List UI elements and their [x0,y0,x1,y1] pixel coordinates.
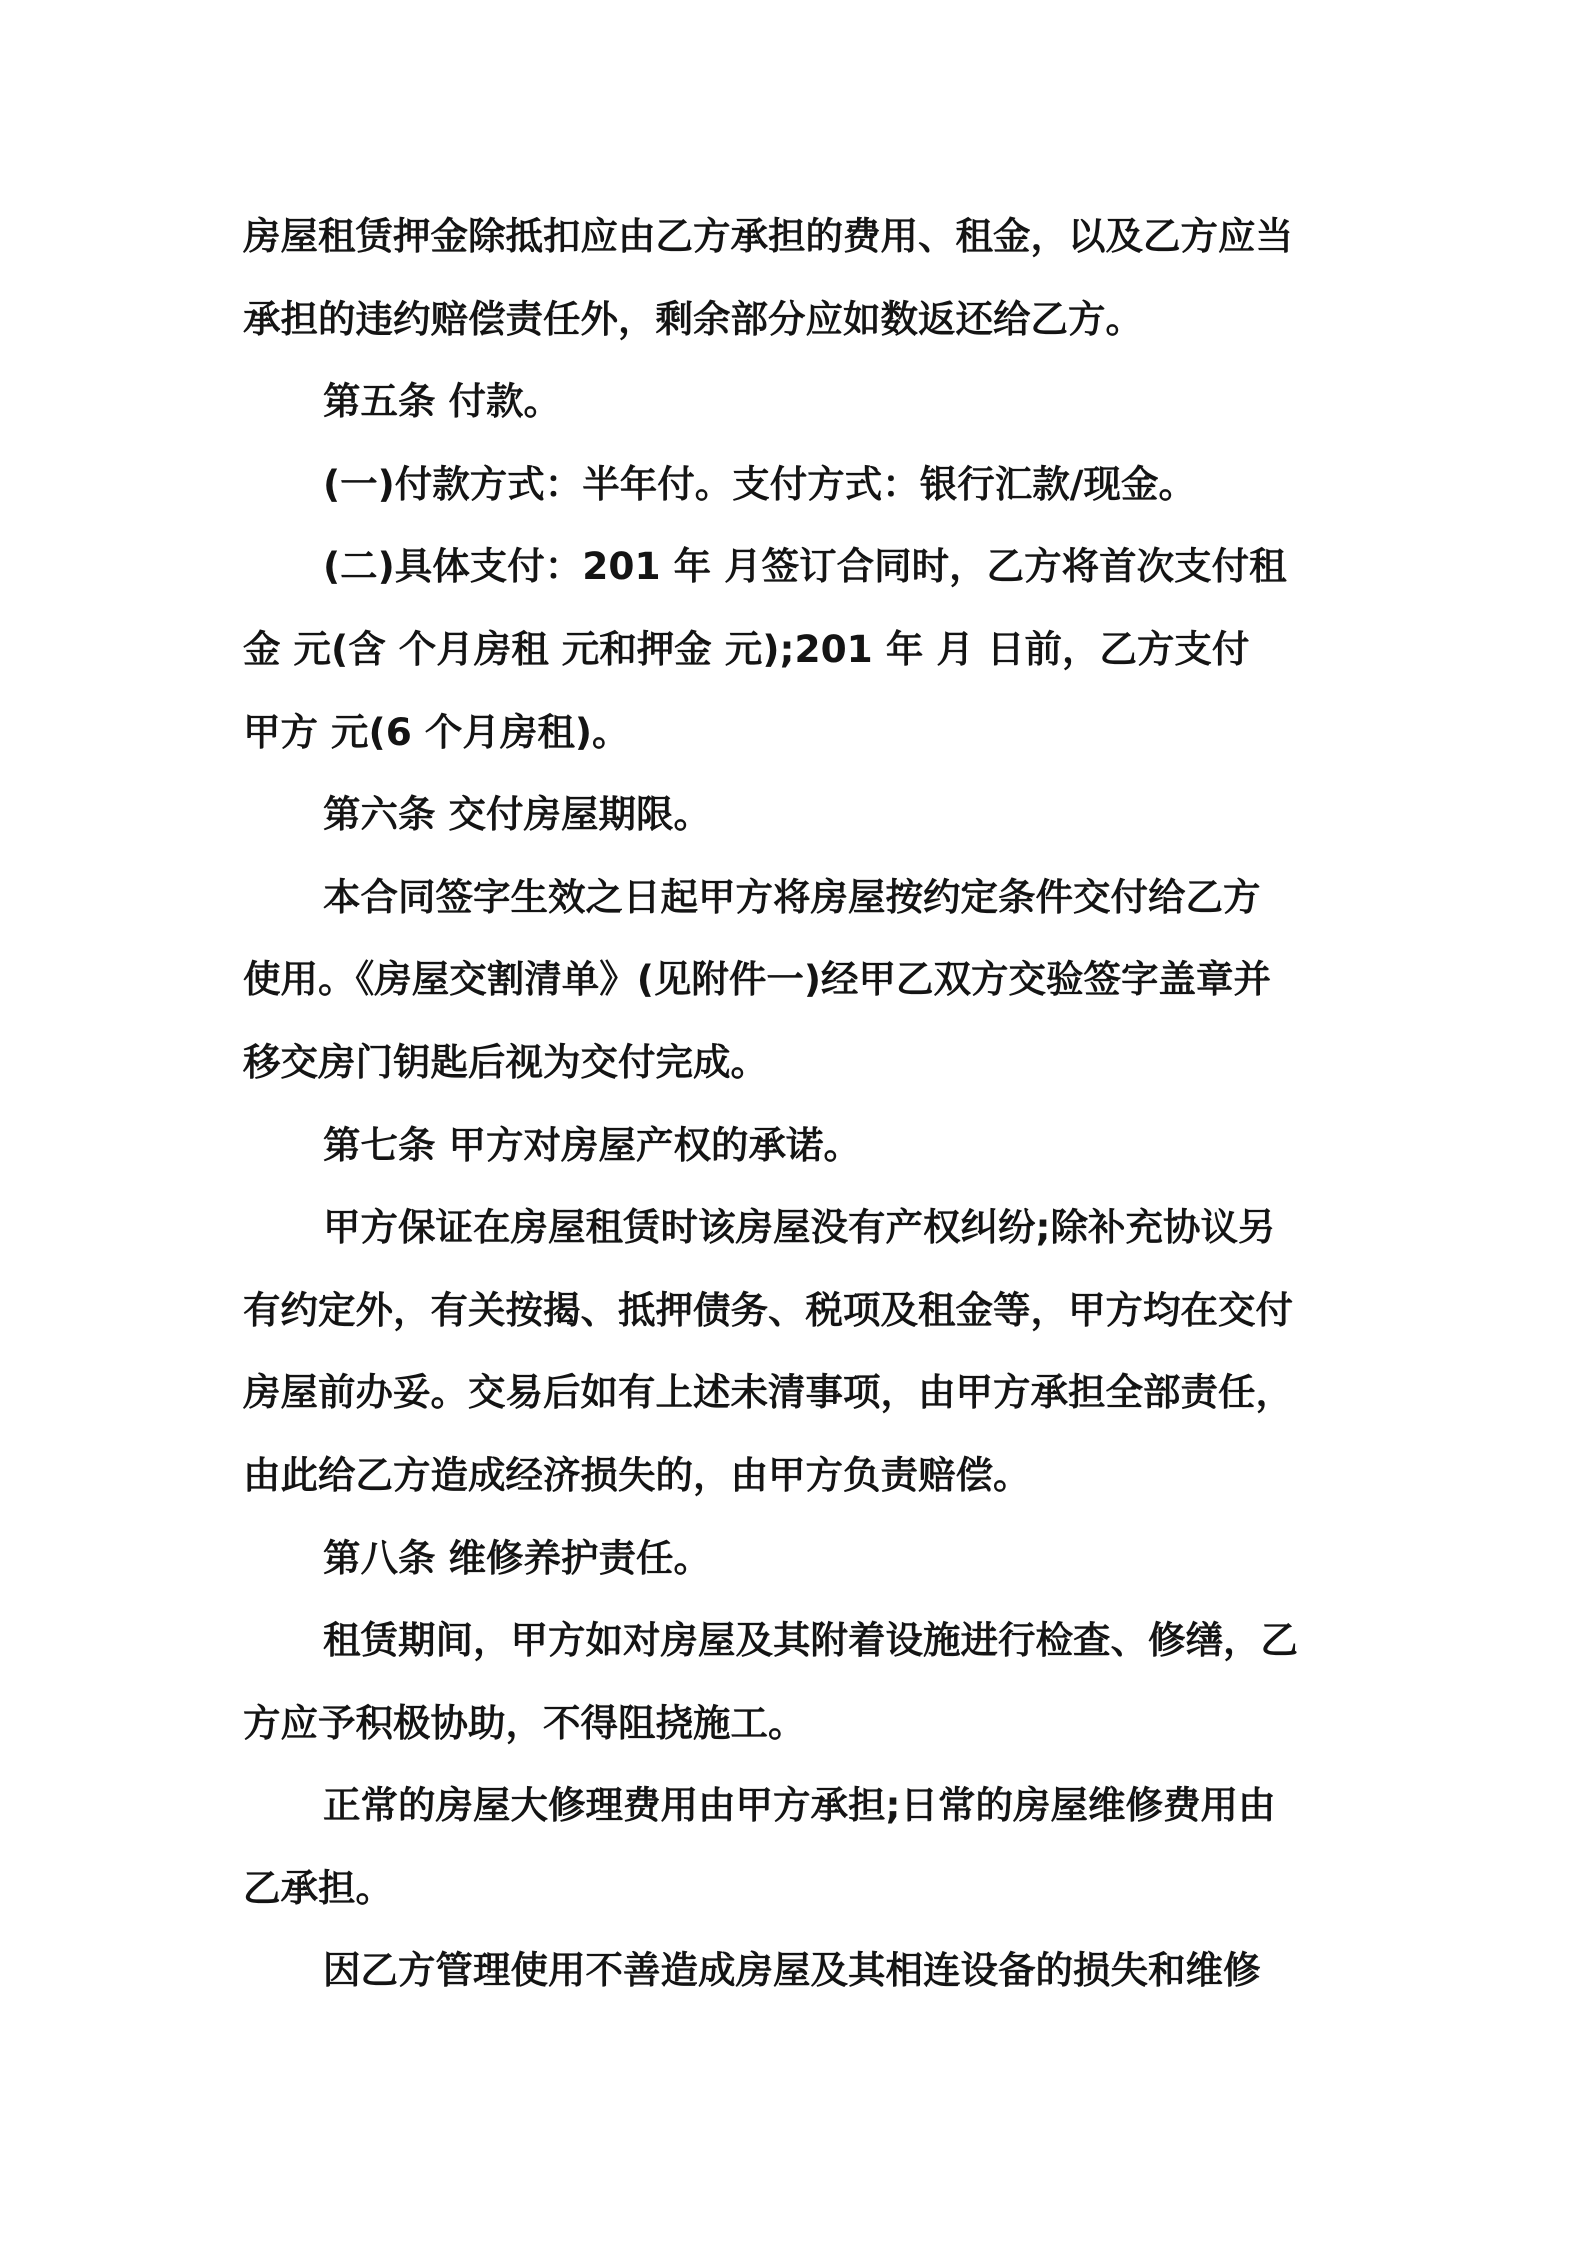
line-21 [243,1847,1353,1930]
text-line: 房屋前办妥。交易后如有上述未清事项，由甲方承担全部责任， [243,1370,1293,1415]
text-line: (一)付款方式：半年付。支付方式：银行汇款/现金。 [323,461,1196,506]
text-line: 房屋租赁押金除抵扣应由乙方承担的费用、租金，以及乙方应当 [243,214,1293,258]
text-line: 移交房门钥匙后视为交付完成。 [243,1039,768,1084]
line-10 [243,938,1353,1021]
text-line: 乙承担。 [243,1865,393,1910]
line-1 [243,195,1353,278]
text-line: 本合同签字生效之日起甲方将房屋按约定条件交付给乙方 [323,874,1261,919]
line-6 [243,608,1353,691]
text-line: 第五条 付款。 [323,379,562,424]
text-line: 租赁期间，甲方如对房屋及其附着设施进行检查、修缮，乙 [323,1618,1298,1663]
line-14 [243,1269,1353,1352]
text-line: 甲方 元(6 个月房租)。 [243,709,630,754]
text-line: 第六条 交付房屋期限。 [323,792,712,837]
text-line: 第七条 甲方对房屋产权的承诺。 [323,1122,862,1167]
line-11 [243,1021,1353,1104]
line-7 [243,691,1353,774]
text-line: 第八条 维修养护责任。 [323,1535,712,1580]
text-line: 甲方保证在房屋租赁时该房屋没有产权纠纷;除补充协议另 [323,1205,1276,1250]
text-line: (二)具体支付：201 年 月签订合同时，乙方将首次支付租 [323,544,1287,589]
line-22 [243,1929,1353,2012]
text-line: 有约定外，有关按揭、抵押债务、税项及租金等，甲方均在交付 [243,1287,1293,1332]
line-15 [243,1351,1353,1434]
line-13 [243,1186,1353,1269]
line-18 [243,1599,1353,1682]
line-20 [243,1764,1353,1847]
section-heading-8 [243,1517,1353,1600]
text-line: 金 元(含 个月房租 元和押金 元);201 年 月 日前，乙方支付 [243,626,1250,671]
document-page [243,195,1353,2012]
line-5 [243,525,1353,608]
line-2 [243,278,1353,361]
section-heading-5 [243,360,1353,443]
line-16 [243,1434,1353,1517]
text-line: 正常的房屋大修理费用由甲方承担;日常的房屋维修费用由 [323,1783,1276,1828]
section-heading-7 [243,1104,1353,1187]
text-line: 由此给乙方造成经济损失的，由甲方负责赔偿。 [243,1452,1031,1497]
text-line: 方应予积极协助，不得阻挠施工。 [243,1700,806,1745]
text-line: 因乙方管理使用不善造成房屋及其相连设备的损失和维修 [323,1948,1261,1993]
line-9 [243,856,1353,939]
section-heading-6 [243,773,1353,856]
line-4 [243,443,1353,526]
text-line: 承担的违约赔偿责任外，剩余部分应如数返还给乙方。 [243,296,1143,341]
text-line: 使用。《房屋交割清单》(见附件一)经甲乙双方交验签字盖章并 [243,957,1272,1002]
line-19 [243,1682,1353,1765]
